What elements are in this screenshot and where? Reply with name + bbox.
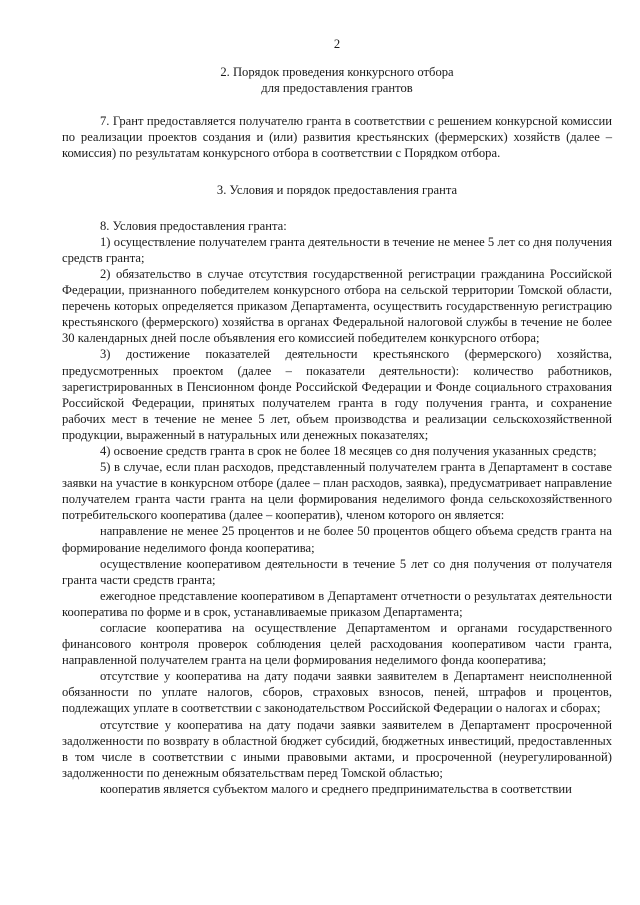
section-2-title-line-1: 2. Порядок проведения конкурсного отбора [220,65,454,80]
paragraph-8: 8. Условия предоставления гранта: [100,218,287,233]
spacer [62,162,612,182]
condition-1: 1) осуществление получателем гранта деятельности в течение не менее 5 лет со дня получения средств гранта; [62,234,612,265]
condition-4: 4) освоение средств гранта в срок не более 18 месяцев со дня получения указанных средств; [100,443,597,458]
subcondition-3: ежегодное представление кооперативом в Департамент отчетности о результатах деятельности кооператива по форме и в срок, устанавливаемые приказом Департамента; [62,588,612,619]
section-2-title-line-2: для предоставления грантов [261,81,413,96]
spacer [62,198,612,218]
subcondition-2: осуществление кооперативом деятельности в течение 5 лет со дня получения от получателя гранта части средств гранта; [62,556,612,587]
section-3-title: 3. Условия и порядок предоставления гранта [216,182,458,197]
subcondition-4: согласие кооператива на осуществление Департаментом и органами государственного финансового контроля проверок соблюдения целей расходования кооперативом части гранта, направленной получателем гранта на цели формирования неделимого фонда кооператива; [62,621,612,668]
spacer [62,96,612,113]
subcondition-6: отсутствие у кооператива на дату подачи заявки заявителем в Департамент просроченной задолженности по возврату в областной бюджет субсидий, бюджетных инвестиций, предоставленных в том числе в соответствии с иными правовыми актами, и просроченной (неурегулированной) задолженности по денежным обязательствам перед Томской областью; [62,717,612,780]
subcondition-1: направление не менее 25 процентов и не более 50 процентов общего объема средств гранта на формирование неделимого фонда кооператива; [62,524,612,555]
condition-3: 3) достижение показателей деятельности крестьянского (фермерского) хозяйства, предусмотренных проектом (далее – показатели деятельности): количество работников, зарегистрированных в Пенсионном фонде Российской Федерации и Фонде социального страхования Российской Федерации, принятых получателем гранта в году получения гранта, и сохранение рабочих мест в течение не менее 5 лет, объем производства и реализации сельскохозяйственной продукции, выраженный в натуральных или денежных показателях; [62,347,612,442]
subcondition-7: кооператив является субъектом малого и среднего предпринимательства в соответствии [100,781,572,796]
page-number: 2 [333,37,341,51]
condition-5: 5) в случае, если план расходов, представленный получателем гранта в Департамент в составе заявки на участие в конкурсном отборе (далее – план расходов, заявка), предусматривает направление получателем гранта части гранта на цели формирования неделимого фонда сельскохозяйственного потребительского кооператива (далее – кооператив), членом которого он является: [62,460,612,523]
paragraph-7: 7. Грант предоставляется получателю гранта в соответствии с решением конкурсной комиссии по реализации проектов создания и (или) развития крестьянских (фермерских) хозяйств (далее – комиссия) по результатам конкурсного отбора в соответствии с Порядком отбора. [62,114,612,161]
subcondition-5: отсутствие у кооператива на дату подачи заявки заявителем в Департамент неисполненной обязанности по уплате налогов, сборов, страховых взносов, пеней, штрафов и процентов, подлежащих уплате в соответствии с законодательством Российской Федерации о налогах и сборах; [62,669,612,716]
condition-2: 2) обязательство в случае отсутствия государственной регистрации гражданина Российской Федерации, признанного победителем конкурсного отбора на сельской территории Томской области, перечень которых определяется приказом Департамента, осуществить государственную регистрацию крестьянского (фермерского) хозяйства в органах Федеральной налоговой службы в течение не более 30 календарных дней после объявления его комиссией победителем конкурсного отбора; [62,266,612,346]
